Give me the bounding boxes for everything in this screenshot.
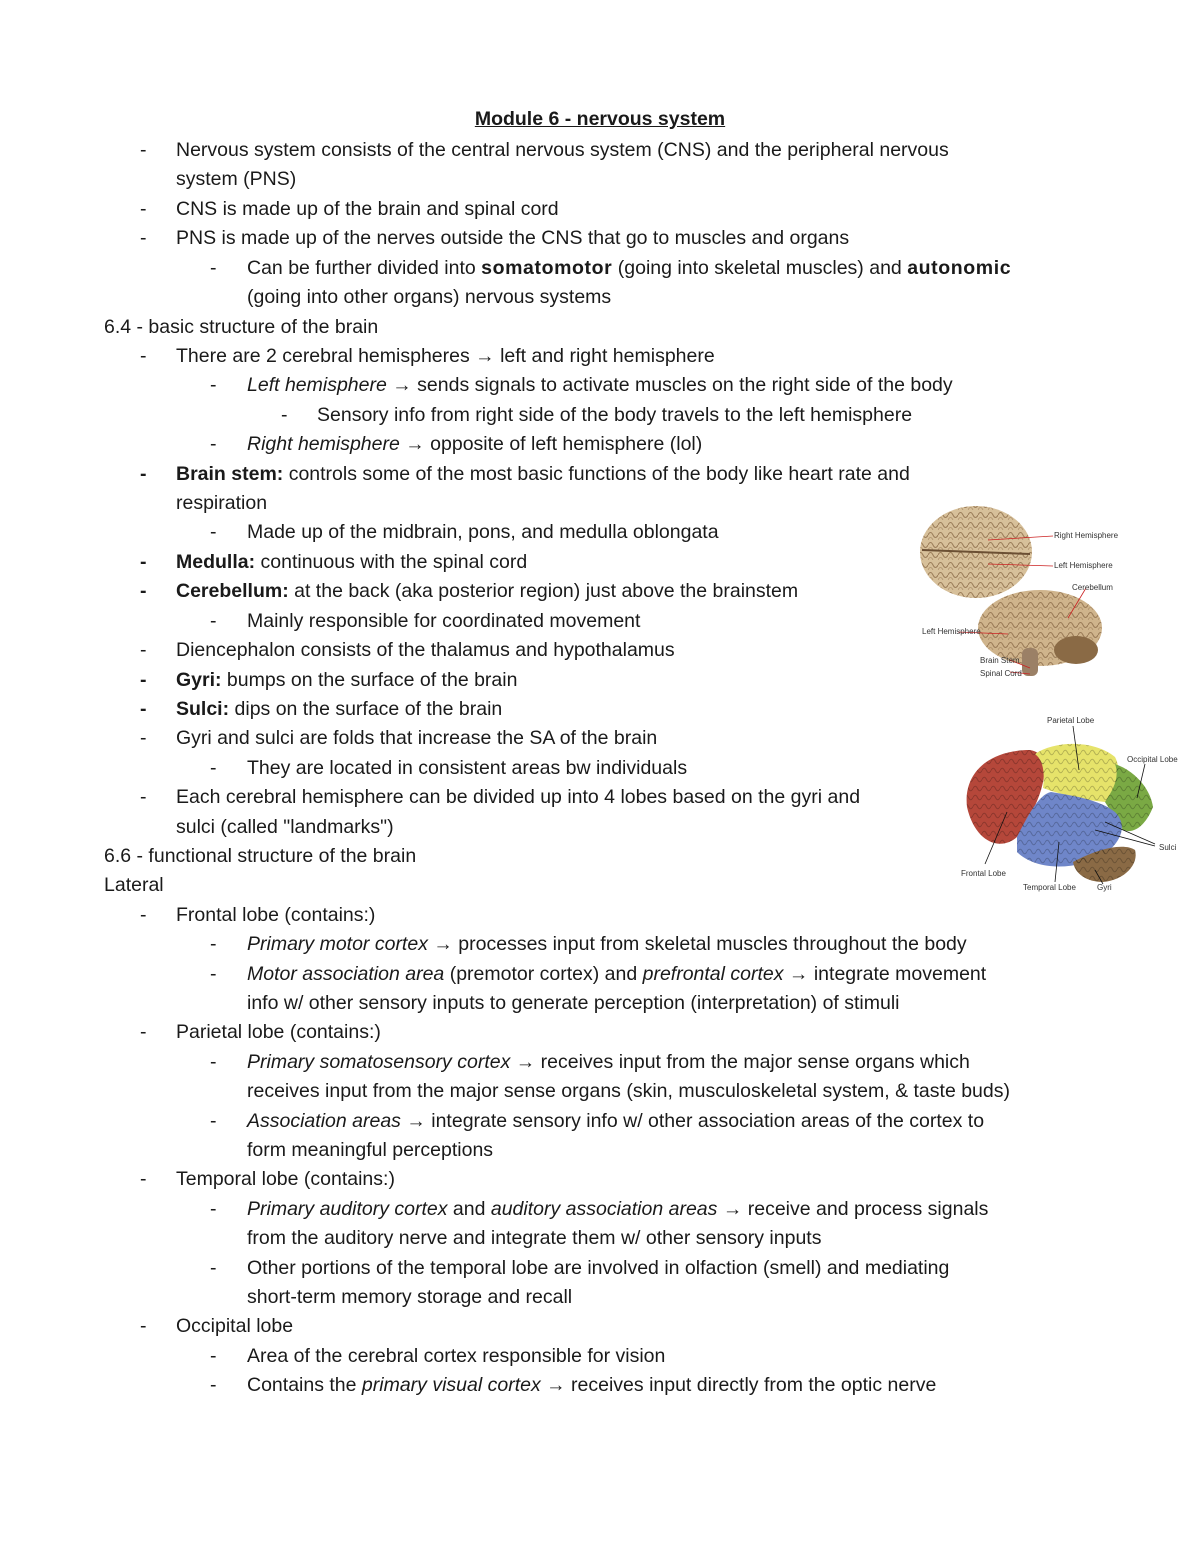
bullet-text: Primary somatosensory cortex → receives input from the major sense organs which [247,1051,970,1073]
bullet-text: Occipital lobe [176,1315,294,1337]
bullet-text: Frontal lobe (contains:) [176,904,376,926]
bullet-text: Brain stem: controls some of the most basic functions of the body like heart rate and [176,463,910,485]
bullet-text: (going into other organs) nervous systems [247,286,612,308]
bullet-dash: - [140,786,147,808]
bullet-text: Gyri and sulci are folds that increase the SA of the brain [176,727,658,749]
bullet-dash: - [140,1168,147,1190]
bullet-text: Cerebellum: at the back (aka posterior region) just above the brainstem [176,580,799,602]
brain-lobes-figure [955,712,1190,897]
bullet-text: There are 2 cerebral hemispheres → left and right hemisphere [176,345,715,367]
bullet-dash: - [140,198,147,220]
bullet-dash: - [140,227,147,249]
figure-label: Left Hemisphere [922,627,981,636]
section-heading: 6.4 - basic structure of the brain [104,316,379,338]
bullet-text: Diencephalon consists of the thalamus and hypothalamus [176,639,675,661]
bullet-text: Temporal lobe (contains:) [176,1168,395,1190]
bullet-text: Area of the cerebral cortex responsible for vision [247,1345,666,1367]
bullet-text: Can be further divided into somatomotor (going into skeletal muscles) and autonomic [247,257,1012,279]
figure-label: Gyri [1097,883,1112,892]
bullet-dash: - [140,1021,147,1043]
figure-label: Brain Stem [980,656,1020,665]
figure-label: Frontal Lobe [961,869,1006,878]
bullet-text: Primary motor cortex → processes input from skeletal muscles throughout the body [247,933,967,955]
bullet-text: respiration [176,492,268,514]
bullet-dash: - [281,404,288,426]
bullet-text: Parietal lobe (contains:) [176,1021,381,1043]
bullet-dash: - [140,139,147,161]
bullet-text: info w/ other sensory inputs to generate perception (interpretation) of stimuli [247,992,900,1014]
bullet-dash: - [210,521,217,543]
bullet-text: from the auditory nerve and integrate them w/ other sensory inputs [247,1227,822,1249]
bullet-dash: - [140,727,147,749]
bullet-dash: - [140,698,147,720]
bullet-text: Other portions of the temporal lobe are involved in olfaction (smell) and mediating [247,1257,950,1279]
subsection-heading: Lateral [104,874,164,896]
bullet-dash: - [210,433,217,455]
bullet-text: Sensory info from right side of the body travels to the left hemisphere [317,404,913,426]
figure-label: Sulci [1159,843,1177,852]
bullet-text: short-term memory storage and recall [247,1286,573,1308]
bullet-text: sulci (called "landmarks") [176,816,394,838]
bullet-text: Motor association area (premotor cortex) and prefrontal cortex → integrate movement [247,963,987,985]
bullet-text: PNS is made up of the nerves outside the CNS that go to muscles and organs [176,227,850,249]
bullet-dash: - [210,1051,217,1073]
figure-label: Occipital Lobe [1127,755,1178,764]
bullet-dash: - [210,257,217,279]
bullet-text: Nervous system consists of the central nervous system (CNS) and the peripheral nervous [176,139,949,161]
bullet-text: Association areas → integrate sensory info w/ other association areas of the cortex to [247,1110,985,1132]
bullet-text: Contains the primary visual cortex → receives input directly from the optic nerve [247,1374,937,1396]
bullet-dash: - [140,580,147,602]
figure-label: Spinal Cord [980,669,1022,678]
bullet-dash: - [210,1257,217,1279]
bullet-text: Gyri: bumps on the surface of the brain [176,669,518,691]
bullet-text: form meaningful perceptions [247,1139,494,1161]
bullet-dash: - [210,1198,217,1220]
bullet-text: Medulla: continuous with the spinal cord [176,551,528,573]
bullet-dash: - [210,1110,217,1132]
bullet-text: Each cerebral hemisphere can be divided up into 4 lobes based on the gyri and [176,786,861,808]
bullet-text: They are located in consistent areas bw individuals [247,757,688,779]
bullet-dash: - [140,669,147,691]
bullet-dash: - [210,933,217,955]
section-heading: 6.6 - functional structure of the brain [104,845,417,867]
figure-label: Right Hemisphere [1054,531,1119,540]
bullet-dash: - [210,1345,217,1367]
bullet-text: CNS is made up of the brain and spinal cord [176,198,559,220]
bullet-text: system (PNS) [176,168,297,190]
figure-label: Cerebellum [1072,583,1113,592]
bullet-dash: - [140,639,147,661]
figure-label: Parietal Lobe [1047,716,1095,725]
figure-label: Left Hemisphere [1054,561,1113,570]
bullet-text: Right hemisphere → opposite of left hemisphere (lol) [247,433,703,455]
bullet-text: Mainly responsible for coordinated movement [247,610,641,632]
figure-label: Temporal Lobe [1023,883,1076,892]
bullet-dash: - [140,904,147,926]
bullet-text: Sulci: dips on the surface of the brain [176,698,503,720]
bullet-dash: - [210,374,217,396]
bullet-dash: - [210,963,217,985]
bullet-dash: - [210,757,217,779]
page-title: Module 6 - nervous system [474,108,726,130]
bullet-dash: - [140,551,147,573]
bullet-text: Made up of the midbrain, pons, and medulla oblongata [247,521,719,543]
bullet-text: Left hemisphere → sends signals to activate muscles on the right side of the body [247,374,953,396]
bullet-dash: - [210,1374,217,1396]
bullet-dash: - [140,345,147,367]
bullet-dash: - [140,463,147,485]
bullet-text: receives input from the major sense organs (skin, musculoskeletal system, & taste buds) [247,1080,1010,1102]
bullet-dash: - [210,610,217,632]
brain-hemispheres-figure [918,500,1119,682]
bullet-text: Primary auditory cortex and auditory association areas → receive and process signals [247,1198,989,1220]
bullet-dash: - [140,1315,147,1337]
